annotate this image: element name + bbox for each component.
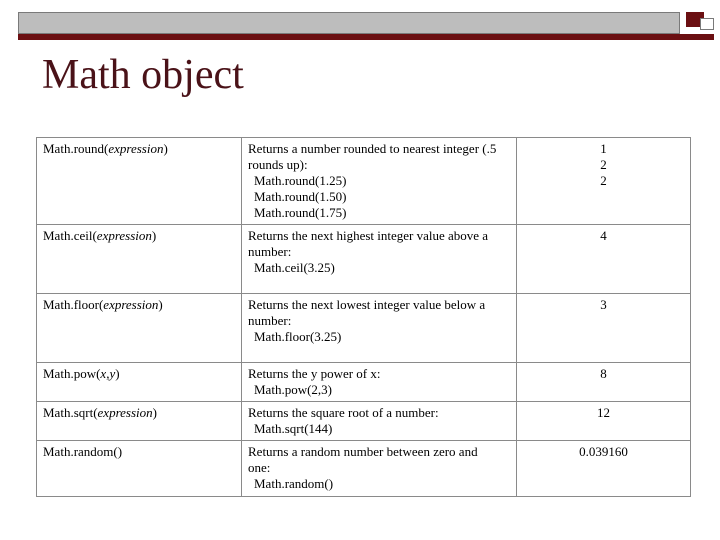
method-cell <box>37 402 242 441</box>
table-row <box>37 441 691 497</box>
method-name: Math.round( <box>43 141 109 156</box>
table-row <box>37 402 691 441</box>
result-cell <box>517 402 691 441</box>
result-cell <box>517 294 691 363</box>
description-text: one: <box>248 460 271 475</box>
method-cell <box>37 441 242 497</box>
method-argument: expression <box>96 228 152 243</box>
description-cell <box>242 441 517 497</box>
method-argument: expression <box>108 141 164 156</box>
description-cell <box>242 402 517 441</box>
description-cell <box>242 138 517 225</box>
table-row <box>37 294 691 363</box>
page-title: Math object <box>42 52 244 98</box>
description-text: Returns the next highest integer value above a <box>248 228 489 243</box>
result-value: 2 <box>600 157 607 172</box>
method-close-paren: ) <box>163 141 168 156</box>
accent-square-outline <box>700 18 714 30</box>
example-code: Math.round(1.25) <box>254 173 347 188</box>
result-value: 8 <box>600 366 607 381</box>
result-value: 2 <box>600 173 607 188</box>
method-cell <box>37 294 242 363</box>
example-code: Math.pow(2,3) <box>254 382 332 397</box>
description-cell <box>242 294 517 363</box>
description-text: Returns the next lowest integer value below a <box>248 297 486 312</box>
example-code: Math.round(1.50) <box>254 189 347 204</box>
result-cell <box>517 441 691 497</box>
table-row <box>37 363 691 402</box>
description-text: Returns a random number between zero and <box>248 444 478 459</box>
table-row <box>37 138 691 225</box>
description-text: rounds up): <box>248 157 308 172</box>
method-close-paren: ) <box>115 366 120 381</box>
description-text: Returns the square root of a number: <box>248 405 439 420</box>
description-text: Returns a number rounded to nearest integer (.5 <box>248 141 497 156</box>
description-cell <box>242 363 517 402</box>
result-value: 0.039160 <box>579 444 628 459</box>
method-name: Math.sqrt( <box>43 405 98 420</box>
example-code: Math.ceil(3.25) <box>254 260 335 275</box>
result-cell <box>517 225 691 294</box>
result-value: 3 <box>600 297 607 312</box>
header-band <box>18 12 680 34</box>
description-text: number: <box>248 244 292 259</box>
method-cell <box>37 138 242 225</box>
table-row <box>37 225 691 294</box>
method-name: Math.floor( <box>43 297 104 312</box>
method-argument: x,y <box>100 366 116 381</box>
method-cell <box>37 363 242 402</box>
description-text: Returns the y power of x: <box>248 366 381 381</box>
method-cell <box>37 225 242 294</box>
example-code: Math.random() <box>254 476 334 491</box>
method-name: Math.random() <box>43 444 123 459</box>
example-code: Math.floor(3.25) <box>254 329 342 344</box>
method-name: Math.ceil( <box>43 228 97 243</box>
math-methods-table <box>36 137 691 497</box>
description-text: number: <box>248 313 292 328</box>
result-value: 1 <box>600 141 607 156</box>
method-argument: expression <box>103 297 159 312</box>
method-close-paren: ) <box>151 228 157 243</box>
result-value: 4 <box>600 228 607 243</box>
result-value: 12 <box>597 405 610 420</box>
header-rule <box>18 34 714 40</box>
result-cell <box>517 363 691 402</box>
example-code: Math.sqrt(144) <box>254 421 333 436</box>
method-close-paren: ) <box>158 297 163 312</box>
method-argument: expression <box>97 405 153 420</box>
method-close-paren: ) <box>152 405 157 420</box>
description-cell <box>242 225 517 294</box>
example-code: Math.round(1.75) <box>254 205 347 220</box>
method-name: Math.pow( <box>43 366 101 381</box>
result-cell <box>517 138 691 225</box>
